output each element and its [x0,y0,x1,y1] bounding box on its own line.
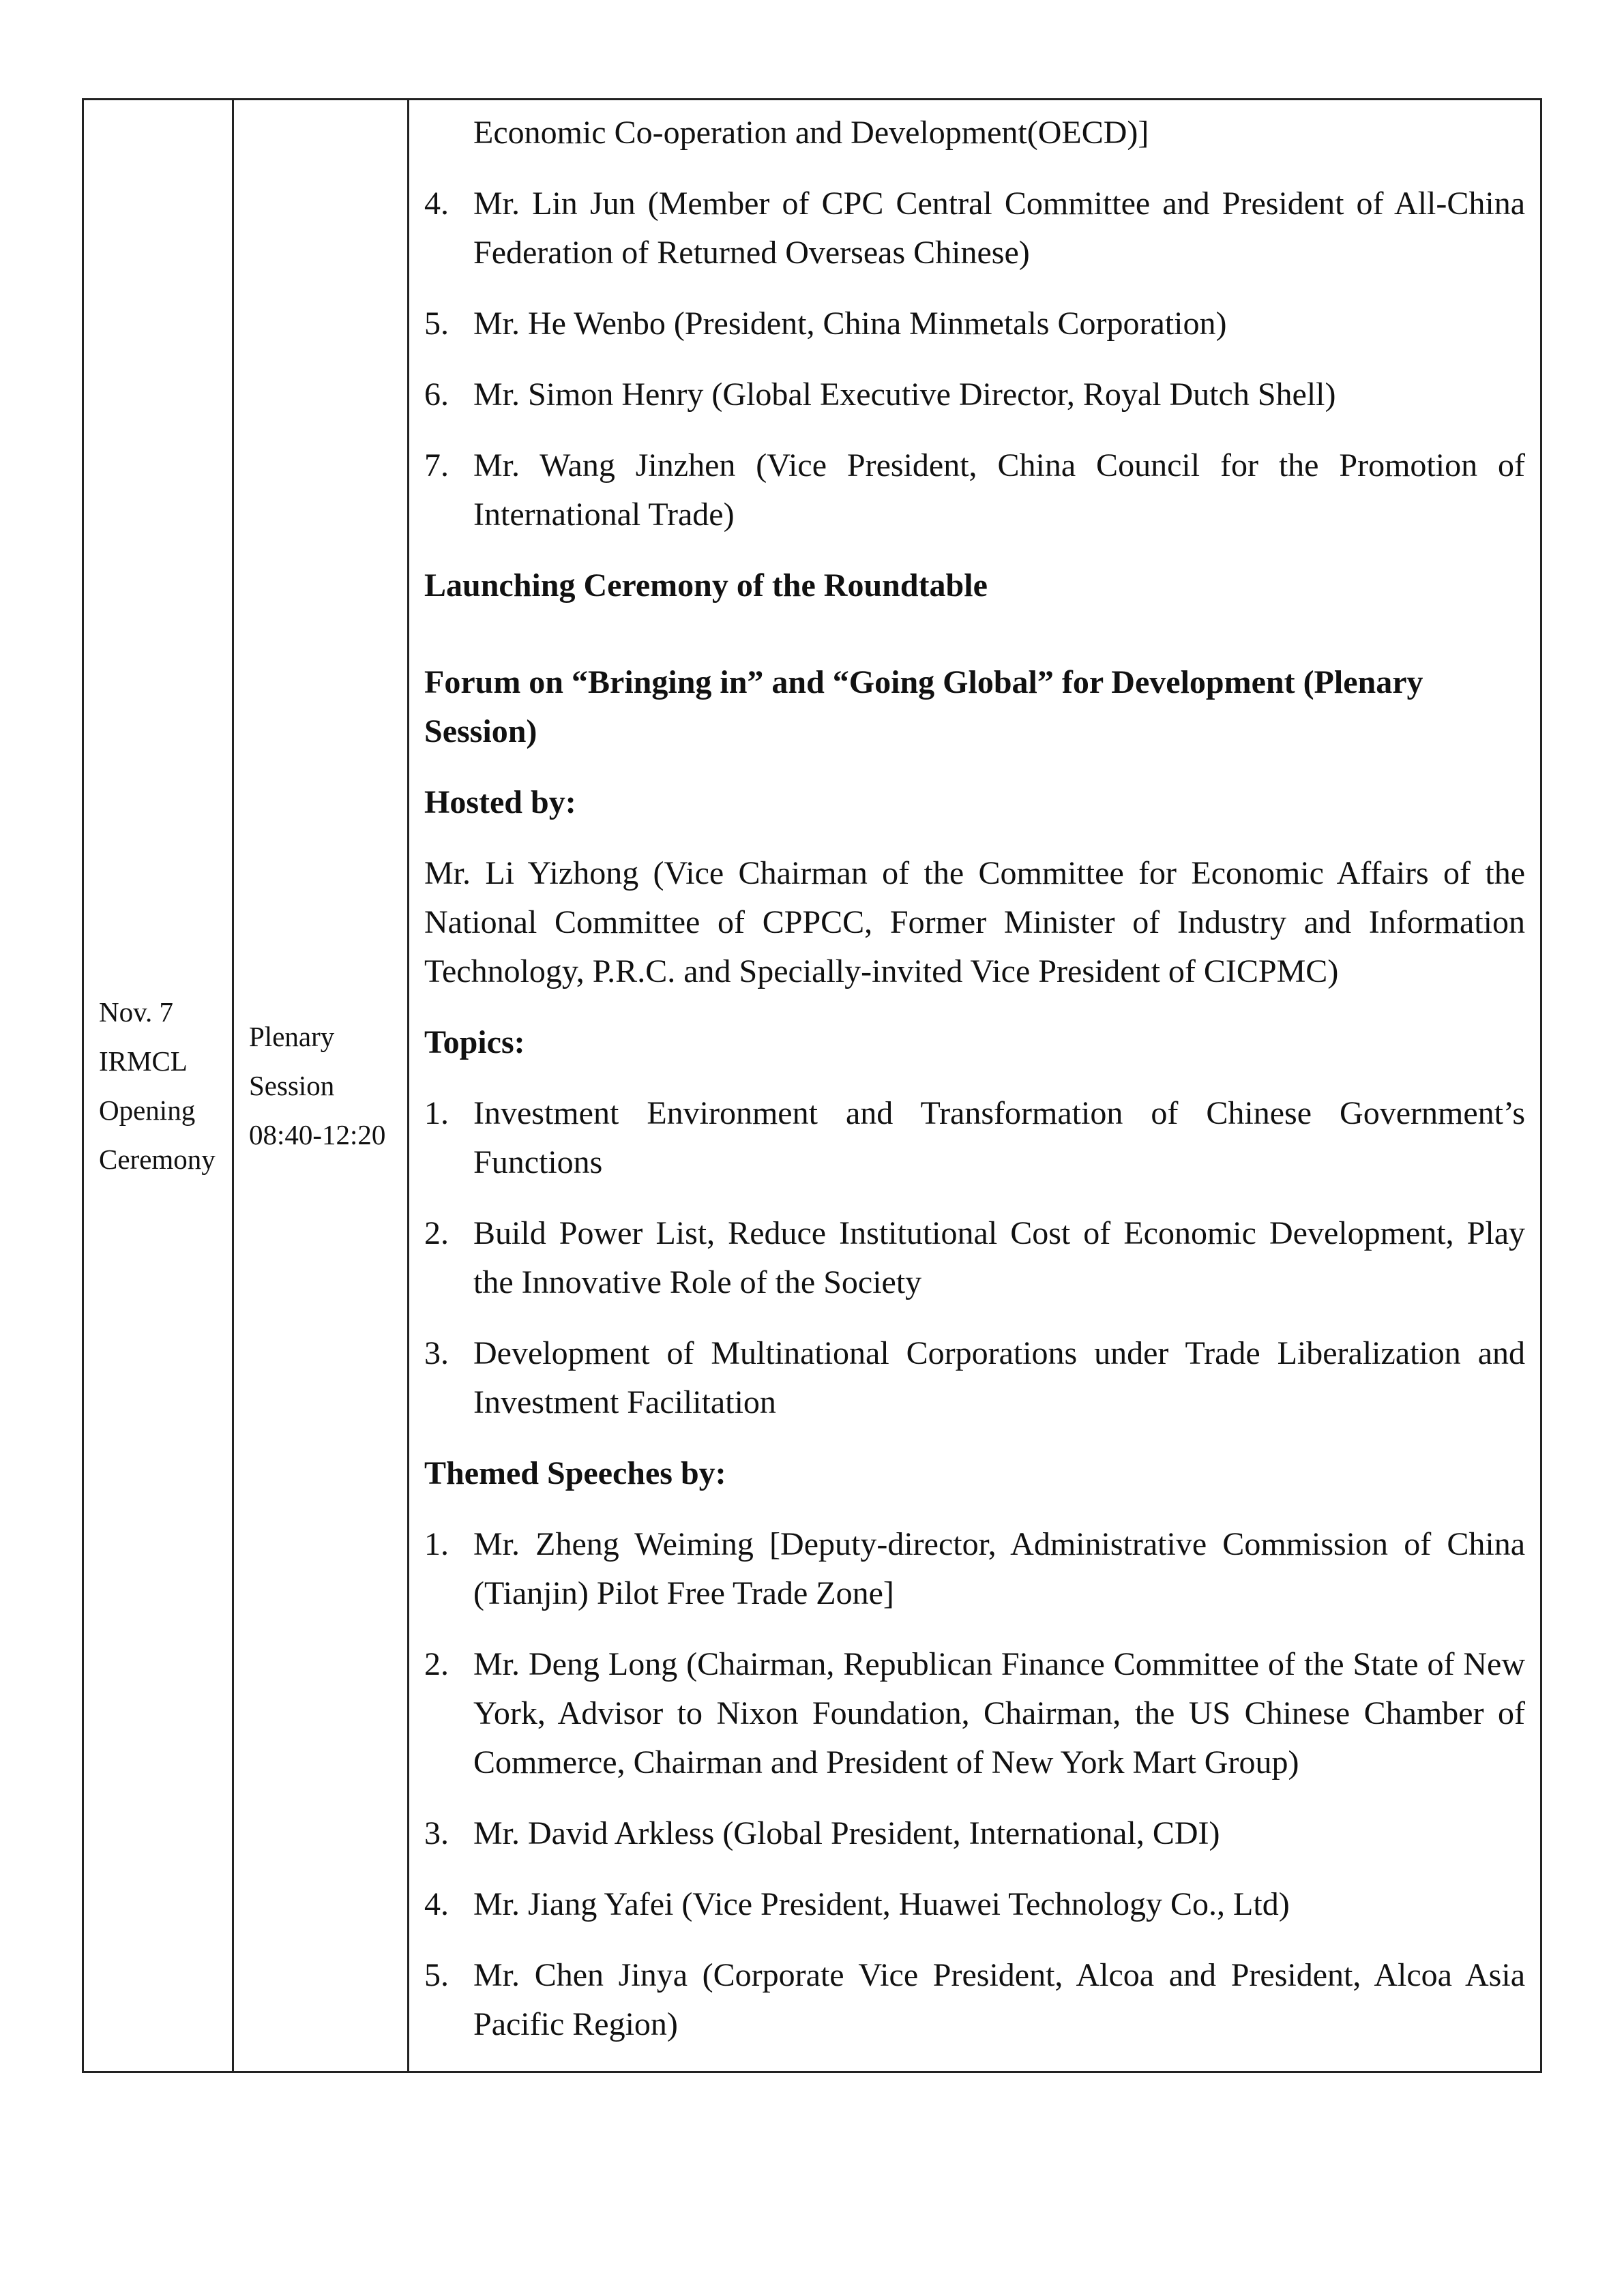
item-number: 6. [424,376,449,413]
item-number: 1. [424,1095,449,1131]
date-cell-lines [99,987,216,1184]
item-number: 5. [424,1957,449,1993]
hosted-heading: Hosted by: [424,784,576,820]
event-line: IRMCL [99,1045,188,1077]
session-cell [234,100,409,2071]
themed-heading: Themed Speeches by: [424,1455,726,1491]
item-text: Mr. He Wenbo (President, China Minmetals Corporation) [473,305,1227,342]
item-text: Mr. Lin Jun (Member of CPC Central Committee and President of All-China Federation of Returned Overseas Chinese) [473,185,1525,271]
item-text: Mr. Wang Jinzhen (Vice President, China Council for the Promotion of International Trade) [473,447,1525,533]
host-text: Mr. Li Yizhong (Vice Chairman of the Committee for Economic Affairs of the National Committee of CPPCC, Former Minister of Industry and Information Technology, P.R.C. and Specially-invited Vice President of CICPMC) [424,855,1525,989]
list-item [424,1520,1525,1618]
list-item [424,1329,1525,1427]
session-cell-lines [249,1012,385,1159]
item-text: Investment Environment and Transformation of Chinese Government’s Functions [473,1095,1525,1180]
item-text: Mr. Simon Henry (Global Executive Director, Royal Dutch Shell) [473,376,1336,413]
item-number: 7. [424,447,449,483]
session-time: 08:40-12:20 [249,1119,386,1150]
topics-heading: Topics: [424,1024,525,1060]
list-item [424,299,1525,348]
speakers-list [424,179,1525,539]
event-line: Ceremony [99,1144,216,1175]
item-number: 2. [424,1215,449,1251]
continued-line: Economic Co-operation and Development(OECD)] [473,115,1149,151]
date-cell [84,100,234,2071]
launching-heading: Launching Ceremony of the Roundtable [424,567,988,603]
list-item [424,1089,1525,1187]
list-item [424,370,1525,419]
list-item [424,179,1525,278]
session-line: Plenary [249,1021,335,1052]
item-text: Development of Multinational Corporations under Trade Liberalization and Investment Facilitation [473,1335,1525,1420]
item-number: 3. [424,1815,449,1851]
item-number: 5. [424,305,449,342]
content-cell [409,100,1540,2071]
item-text: Mr. David Arkless (Global President, International, CDI) [473,1815,1220,1851]
event-line: Opening [99,1094,196,1126]
date-line: Nov. 7 [99,996,173,1028]
list-item [424,441,1525,539]
item-text: Mr. Deng Long (Chairman, Republican Finance Committee of the State of New York, Advisor to Nixon Foundation, Chairman, the US Chinese Chamber of Commerce, Chairman and President of New York Mart Group) [473,1646,1525,1780]
item-number: 2. [424,1646,449,1682]
item-number: 4. [424,185,449,222]
list-item [424,1880,1525,1929]
forum-heading: Forum on “Bringing in” and “Going Global” for Development (Plenary Session) [424,664,1423,749]
list-item [424,1640,1525,1787]
list-item [424,1951,1525,2049]
list-item [424,1809,1525,1858]
item-text: Mr. Jiang Yafei (Vice President, Huawei Technology Co., Ltd) [473,1886,1290,1922]
item-number: 4. [424,1886,449,1922]
session-line: Session [249,1070,335,1101]
item-text: Mr. Chen Jinya (Corporate Vice President, Alcoa and President, Alcoa Asia Pacific Region) [473,1957,1525,2042]
item-text: Mr. Zheng Weiming [Deputy-director, Administrative Commission of China (Tianjin) Pilot Free Trade Zone] [473,1526,1525,1611]
topics-list [424,1089,1525,1427]
item-number: 3. [424,1335,449,1371]
list-item [424,1209,1525,1307]
item-text: Build Power List, Reduce Institutional Cost of Economic Development, Play the Innovative Role of the Society [473,1215,1525,1300]
agenda-table [82,98,1542,2073]
item-number: 1. [424,1526,449,1562]
themed-speakers-list [424,1520,1525,2049]
